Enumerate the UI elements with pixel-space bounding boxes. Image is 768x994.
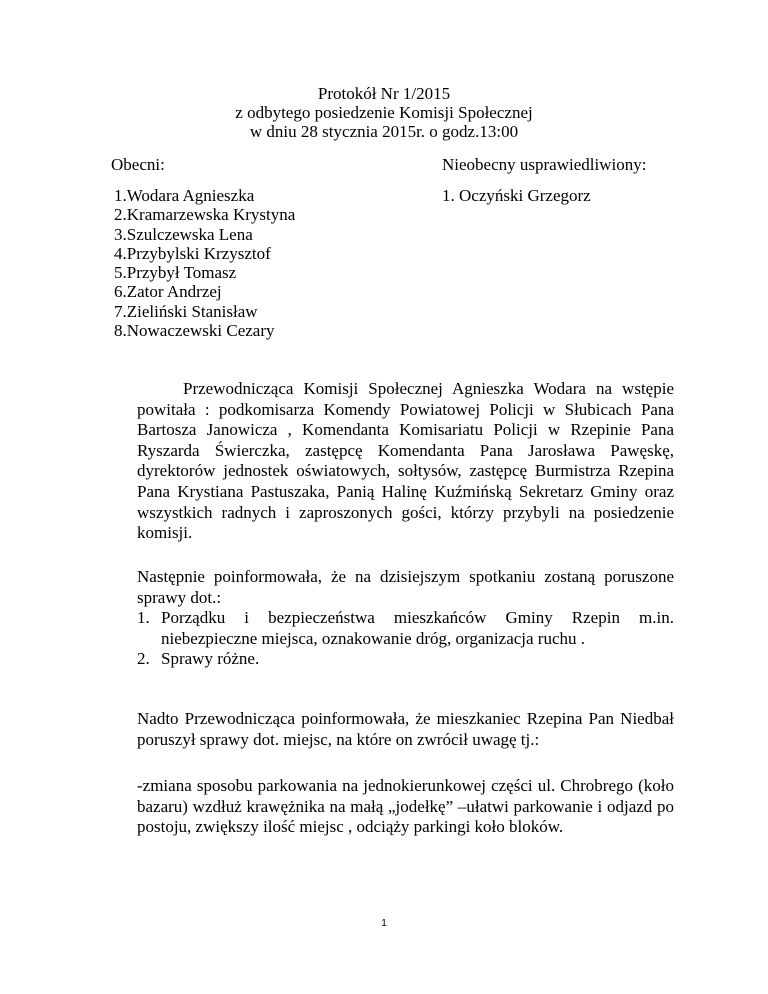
agenda-item-number: 1. [137, 608, 150, 627]
agenda-intro-paragraph: Następnie poinformowała, że na dzisiejszym spotkaniu zostaną poruszone sprawy dot.: [137, 567, 674, 607]
parking-change-paragraph: -zmiana sposobu parkowania na jednokierunkowej części ul. Chrobrego (koło bazaru) wzdłuż krawężnika na małą „jodełkę” –ułatwi parkowanie i odjazd po postoju, zwiększy ilość miejsc , odciąży parkingi koło bloków. [137, 776, 674, 837]
agenda-item [137, 649, 674, 670]
title-line-3: w dniu 28 stycznia 2015r. o godz.13:00 [249, 122, 519, 141]
present-member: 5.Przybył Tomasz [114, 263, 237, 283]
present-members-list [114, 186, 295, 340]
present-label: Obecni: [111, 155, 165, 174]
present-member: 3.Szulczewska Lena [114, 224, 253, 244]
absent-label: Nieobecny usprawiedliwiony: [442, 155, 647, 174]
title-line-2: z odbytego posiedzenie Komisji Społecznej [235, 103, 533, 122]
page-number: 1 [381, 918, 387, 929]
present-member: 6.Zator Andrzej [114, 282, 222, 302]
title-line-1: Protokół Nr 1/2015 [317, 84, 451, 103]
absent-members-list [442, 186, 591, 205]
present-member: 2.Kramarzewska Krystyna [114, 205, 296, 225]
absent-member: 1. Oczyński Grzegorz [442, 186, 591, 205]
present-member: 1.Wodara Agnieszka [114, 186, 255, 205]
present-member: 4.Przybylski Krzysztof [114, 243, 271, 263]
agenda-item-text: Sprawy różne. [161, 649, 260, 669]
present-member: 8.Nowaczewski Cezary [114, 321, 275, 341]
resident-issues-paragraph: Nadto Przewodnicząca poinformowała, że mieszkaniec Rzepina Pan Niedbał poruszył sprawy dot. miejsc, na które on zwrócił uwagę tj.: [137, 709, 674, 749]
present-member: 7.Zieliński Stanisław [114, 301, 258, 321]
document-title [0, 84, 768, 141]
agenda-item-number: 2. [137, 649, 150, 669]
agenda-item-text: Porządku i bezpieczeństwa mieszkańców Gminy Rzepin m.in. niebezpieczne miejsca, oznakowanie dróg, organizacja ruchu . [161, 608, 674, 648]
agenda-list [137, 608, 674, 670]
agenda-item [137, 608, 674, 649]
intro-paragraph: Przewodnicząca Komisji Społecznej Agnieszka Wodara na wstępie powitała : podkomisarza Komendy Powiatowej Policji w Słubicach Pana Bartosza Janowicza , Komendanta Komisariatu Policji w Rzepinie Pana Ryszarda Świerczka, zastępcę Komendanta Pana Jarosława Pawęskę, dyrektorów jednostek oświatowych, sołtysów, zastępcę Burmistrza Rzepina Pana Krystiana Pastuszaka, Panią Halinę Kuźmińską Sekretarz Gminy oraz wszystkich radnych i zaproszonych gości, którzy przybyli na posiedzenie komisji. [137, 379, 674, 543]
